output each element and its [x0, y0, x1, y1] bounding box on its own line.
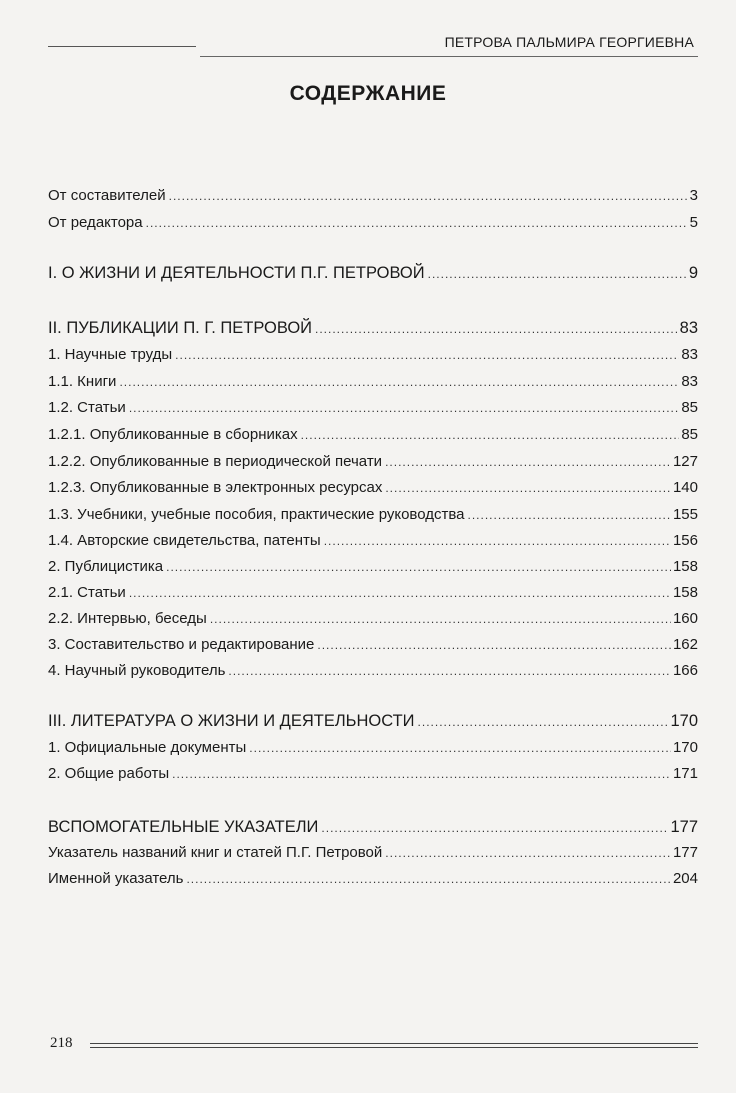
toc-entry-page: 9	[688, 264, 698, 282]
toc-entry	[48, 764, 698, 784]
toc-entry-title: 1. Научные труды	[48, 346, 173, 363]
toc-entry	[48, 557, 698, 577]
toc-entry-page: 171	[672, 765, 698, 782]
toc-entry	[48, 398, 698, 418]
toc-leader-dots	[129, 398, 680, 418]
toc-entry-title: 1.4. Авторские свидетельства, патенты	[48, 532, 321, 549]
toc-entry-page: 160	[672, 610, 698, 627]
toc-entry-title: 1.2.3. Опубликованные в электронных ресурсах	[48, 479, 383, 496]
toc-leader-dots	[321, 818, 668, 838]
toc-leader-dots	[428, 264, 687, 284]
toc-entry	[48, 869, 698, 889]
toc-entry	[48, 843, 698, 863]
toc-entry	[48, 452, 698, 472]
toc-leader-dots	[146, 213, 688, 233]
toc-entry	[48, 531, 698, 551]
toc-entry	[48, 213, 698, 233]
toc-entry-title: III. ЛИТЕРАТУРА О ЖИЗНИ И ДЕЯТЕЛЬНОСТИ	[48, 712, 415, 730]
toc-entry	[48, 425, 698, 445]
toc-entry	[48, 661, 698, 681]
toc-section	[48, 817, 698, 838]
toc-leader-dots	[249, 738, 671, 758]
footer-rule	[90, 1043, 698, 1044]
toc-entry-page: 85	[681, 426, 698, 443]
toc-entry-page: 204	[672, 870, 698, 887]
toc-entry-page: 158	[672, 558, 698, 575]
toc-entry	[48, 583, 698, 603]
toc-leader-dots	[385, 843, 671, 863]
toc-entry-title: 1.2. Статьи	[48, 399, 126, 416]
toc-entry-title: 1. Официальные документы	[48, 739, 247, 756]
toc-section	[48, 711, 698, 732]
toc-entry-title: 2.2. Интервью, беседы	[48, 610, 207, 627]
toc-entry-title: От редактора	[48, 214, 143, 231]
toc-entry-page: 5	[689, 214, 698, 231]
toc-entry-title: 1.2.1. Опубликованные в сборниках	[48, 426, 298, 443]
toc-leader-dots	[169, 186, 688, 206]
toc-entry-page: 127	[672, 453, 698, 470]
toc-leader-dots	[228, 661, 671, 681]
toc-leader-dots	[129, 583, 671, 603]
toc-entry-page: 83	[681, 346, 698, 363]
toc-entry-title: ВСПОМОГАТЕЛЬНЫЕ УКАЗАТЕЛИ	[48, 818, 319, 836]
toc-leader-dots	[468, 505, 671, 525]
toc-section	[48, 318, 698, 339]
toc-entry	[48, 609, 698, 629]
toc-entry	[48, 635, 698, 655]
toc-leader-dots	[186, 869, 671, 889]
toc-entry	[48, 478, 698, 498]
toc-entry-page: 162	[672, 636, 698, 653]
toc-entry-page: 177	[670, 818, 698, 836]
header-rule	[200, 56, 698, 57]
footer-rule	[90, 1047, 698, 1048]
toc-leader-dots	[315, 319, 678, 339]
toc-entry-title: 2. Общие работы	[48, 765, 170, 782]
toc-entry-title: 3. Составительство и редактирование	[48, 636, 315, 653]
toc-entry-title: Указатель названий книг и статей П.Г. Петровой	[48, 844, 383, 861]
toc-entry-page: 140	[672, 479, 698, 496]
toc-entry	[48, 738, 698, 758]
toc-leader-dots	[210, 609, 671, 629]
toc-entry-page: 158	[672, 584, 698, 601]
toc-leader-dots	[324, 531, 671, 551]
toc-entry-title: От составителей	[48, 187, 166, 204]
toc-leader-dots	[166, 557, 671, 577]
toc-entry-title: 1.3. Учебники, учебные пособия, практические руководства	[48, 506, 465, 523]
toc-entry-page: 155	[672, 506, 698, 523]
toc-leader-dots	[119, 372, 679, 392]
toc-entry	[48, 186, 698, 206]
page-number: 218	[50, 1035, 73, 1051]
toc-entry-title: 1.2.2. Опубликованные в периодической печати	[48, 453, 383, 470]
toc-entry-page: 156	[672, 532, 698, 549]
toc-leader-dots	[175, 345, 679, 365]
toc-leader-dots	[385, 452, 671, 472]
toc-entry-title: 4. Научный руководитель	[48, 662, 226, 679]
toc-section	[48, 263, 698, 284]
toc-leader-dots	[172, 764, 671, 784]
header-rule-left	[48, 46, 196, 47]
toc-leader-dots	[385, 478, 671, 498]
toc-entry-title: 2. Публицистика	[48, 558, 164, 575]
toc-leader-dots	[418, 712, 669, 732]
running-header: ПЕТРОВА ПАЛЬМИРА ГЕОРГИЕВНА	[444, 34, 694, 50]
toc-entry-page: 85	[681, 399, 698, 416]
toc-entry-page: 3	[689, 187, 698, 204]
toc-leader-dots	[317, 635, 671, 655]
toc-entry-title: 2.1. Статьи	[48, 584, 126, 601]
toc-entry-page: 83	[679, 319, 698, 337]
toc-entry-page: 170	[672, 739, 698, 756]
toc-leader-dots	[301, 425, 680, 445]
toc-entry-page: 83	[681, 373, 698, 390]
toc-entry	[48, 372, 698, 392]
toc-entry-page: 170	[670, 712, 698, 730]
toc-entry-title: II. ПУБЛИКАЦИИ П. Г. ПЕТРОВОЙ	[48, 319, 313, 337]
toc-entry	[48, 505, 698, 525]
toc-entry-title: 1.1. Книги	[48, 373, 117, 390]
toc-entry-page: 166	[672, 662, 698, 679]
page-title: СОДЕРЖАНИЕ	[289, 82, 447, 105]
toc-entry-title: Именной указатель	[48, 870, 184, 887]
toc-entry-page: 177	[672, 844, 698, 861]
toc-entry	[48, 345, 698, 365]
toc-entry-title: I. О ЖИЗНИ И ДЕЯТЕЛЬНОСТИ П.Г. ПЕТРОВОЙ	[48, 264, 425, 282]
